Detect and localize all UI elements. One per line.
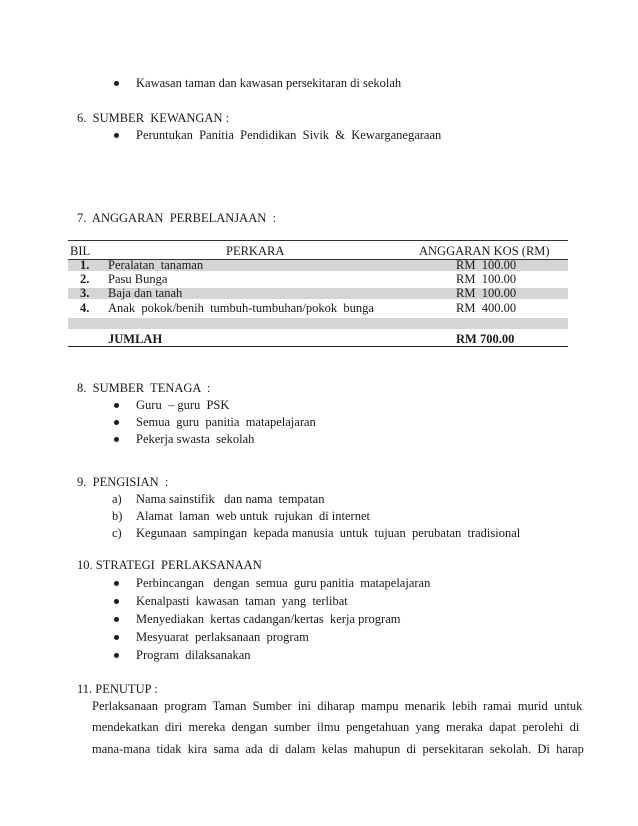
bullet-dot-icon	[114, 599, 119, 604]
bullet-item	[136, 576, 430, 591]
list-text: Alamat laman web untuk rujukan di internet	[136, 509, 370, 523]
table-cell-bil: 2.	[80, 272, 90, 286]
section-heading: 11. PENUTUP :	[77, 682, 158, 696]
bullet-item	[136, 630, 309, 645]
bullet-text: Kawasan taman dan kawasan persekitaran di sekolah	[136, 76, 402, 90]
table-cell-perkara: Peralatan tanaman	[108, 258, 204, 272]
paragraph-line: mendekatkan diri mereka dengan sumber ilmu pengetahuan yang meraka dapat perolehi di	[92, 720, 580, 734]
bullet-text: Mesyuarat perlaksanaan program	[136, 630, 309, 644]
table-cell-bil: 3.	[80, 286, 90, 300]
bullet-text: Kenalpasti kawasan taman yang terlibat	[136, 594, 348, 608]
bullet-text: Program dilaksanakan	[136, 648, 251, 662]
section-heading: 9. PENGISIAN :	[77, 475, 169, 489]
bullet-dot-icon	[114, 437, 119, 442]
bullet-dot-icon	[114, 617, 119, 622]
bullet-item	[136, 432, 254, 447]
bullet-text: Semua guru panitia matapelajaran	[136, 415, 316, 429]
list-text: Nama sainstifik dan nama tempatan	[136, 492, 325, 506]
list-item	[112, 509, 370, 524]
table-cell-perkara: Anak pokok/benih tumbuh-tumbuhan/pokok bunga	[108, 301, 374, 315]
table-cell-bil: 4.	[80, 301, 90, 315]
section-heading: 10. STRATEGI PERLAKSANAAN	[77, 558, 262, 572]
bullet-item	[136, 594, 348, 609]
table-header-bil: BIL	[70, 244, 91, 258]
list-letter: c)	[112, 526, 122, 540]
paragraph-line: mana-mana tidak kira sama ada di dalam kelas mahupun di persekitaran sekolah. Di harap	[92, 742, 584, 756]
table-row-shade	[68, 318, 568, 329]
bullet-text: Menyediakan kertas cadangan/kertas kerja program	[136, 612, 401, 626]
bullet-dot-icon	[114, 403, 119, 408]
bullet-dot-icon	[114, 81, 119, 86]
list-item	[112, 526, 521, 541]
table-header-kos: ANGGARAN KOS (RM)	[419, 244, 550, 258]
bullet-text: Perbincangan dengan semua guru panitia matapelajaran	[136, 576, 431, 590]
bullet-item	[136, 648, 251, 663]
table-cell-perkara: Pasu Bunga	[108, 272, 168, 286]
bullet-item	[136, 415, 316, 430]
section-heading: 6. SUMBER KEWANGAN :	[77, 111, 230, 125]
bullet-item	[136, 76, 401, 91]
table-rule	[68, 346, 568, 347]
table-cell-bil: 1.	[80, 258, 90, 272]
table-cell-kos: RM 400.00	[456, 301, 517, 315]
bullet-text: Pekerja swasta sekolah	[136, 432, 255, 446]
bullet-item	[136, 128, 441, 143]
table-cell-perkara: Baja dan tanah	[108, 286, 183, 300]
bullet-text: Guru – guru PSK	[136, 398, 230, 412]
bullet-item	[136, 612, 400, 627]
list-text: Kegunaan sampingan kepada manusia untuk tujuan perubatan tradisional	[136, 526, 521, 540]
table-cell-kos: RM 100.00	[456, 258, 517, 272]
table-total-value: RM 700.00	[456, 332, 515, 346]
bullet-text: Peruntukan Panitia Pendidikan Sivik & Kewarganegaraan	[136, 128, 442, 142]
bullet-dot-icon	[114, 635, 119, 640]
list-letter: b)	[112, 509, 123, 523]
table-total-label: JUMLAH	[108, 332, 163, 346]
bullet-dot-icon	[114, 133, 119, 138]
bullet-item	[136, 398, 229, 413]
table-header-perkara: PERKARA	[226, 244, 285, 258]
bullet-dot-icon	[114, 420, 119, 425]
section-heading: 8. SUMBER TENAGA :	[77, 381, 211, 395]
table-rule	[68, 240, 568, 241]
table-cell-kos: RM 100.00	[456, 272, 517, 286]
table-cell-kos: RM 100.00	[456, 286, 517, 300]
bullet-dot-icon	[114, 653, 119, 658]
paragraph-line: Perlaksanaan program Taman Sumber ini diharap mampu menarik lebih ramai murid untuk	[92, 699, 583, 713]
list-item	[112, 492, 325, 507]
bullet-dot-icon	[114, 581, 119, 586]
section-heading: 7. ANGGARAN PERBELANJAAN :	[77, 211, 276, 225]
list-letter: a)	[112, 492, 122, 506]
